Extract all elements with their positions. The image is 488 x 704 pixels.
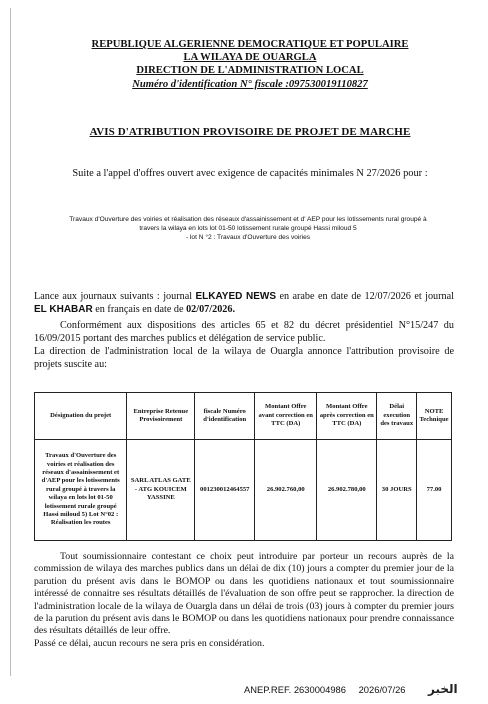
launch-text-a: Lance aux journaux suivants : journal <box>34 291 196 302</box>
header-delay: Délai execution des travaux <box>377 393 417 440</box>
appeal-text: Tout soumissionnaire contestant ce choix peut introduire par porteur un recours auprès de la commission de wilaya des marches publics dans un délai de dix (10) jours a compter du premier jour de la parution du présent avis dans le BOMOP ou dans les quotidiens nationaux et tout soumissionnaire intéressé de connaitre ses résultats détaillés de l'évaluation de son offre peut se rapprocher. la direction de l'administration locale de la wilaya de Ouargla dans un délai de trois (03) jours à compter du premier jours de la parution du présent avis dans le BOMOP ou dans les quotidiens nationaux pour prendre connaissance des résultats détaillés de leur offre. <box>34 551 454 637</box>
cell-designation: Travaux d'Ouverture des voiries et réalisation des réseaux d'assainissement et d'AEP pour les lotissements rural groupé à travers la wilaya en lots lot 01-50 lotissement rurale groupé Hassi miloud 5) Lot N°02 : Réalisation les routes <box>35 440 127 541</box>
cell-amount-before: 26.902.760,00 <box>255 440 317 541</box>
header-note: NOTE Technique <box>417 393 452 440</box>
works-line-2: travers la wilaya en lots lot 01-50 lotissement rurale groupé Hassi miloud 5 <box>139 225 357 232</box>
launch-date-2: 02/07/2026. <box>186 303 236 315</box>
works-line-3: - lot N °2 : Travaux d'Ouverture des voiries <box>185 234 311 241</box>
conformity-paragraph: Conformément aux dispositions des articles 65 et 82 du décret présidentiel N°15/247 du 16/09/2015 portant des marches publics et délégation de service public. <box>34 320 454 344</box>
launch-text-c: en français en date de <box>92 303 187 315</box>
header-fiscal-number: Numéro d'identification N° fiscale :097530019110827 <box>132 78 368 90</box>
launch-paragraph <box>34 291 454 316</box>
announcement-paragraph: La direction de l'administration local de la wilaya de Ouargla annonce l'attribution provisoire de projets suscite au: <box>34 346 454 370</box>
header-entreprise: Entreprise Retenue Provisoirement <box>127 393 195 440</box>
journal-french: EL KHABAR <box>34 303 93 315</box>
header-amount-before: Montant Offre avant correction en TTC (DA) <box>255 393 317 440</box>
award-table <box>34 392 452 541</box>
header-direction: DIRECTION DE L'ADMINISTRATION LOCAL <box>136 65 364 77</box>
table-header-row <box>35 393 452 440</box>
closing-text: Passé ce délai, aucun recours ne sera pris en considération. <box>34 637 265 649</box>
works-line-1: Travaux d'Ouverture des voiries et réalisation des réseaux d'assainissement et d' AEP pour les lotissements rural groupé à <box>69 216 427 223</box>
cell-amount-after: 26.902.780,00 <box>317 440 377 541</box>
cell-fiscal: 001230012464557 <box>195 440 255 541</box>
table-row <box>35 440 452 541</box>
anep-reference: ANEP.REF. 2630004986 <box>244 684 346 695</box>
cell-entreprise: SARL ATLAS GATE - ATG KOUICEM YASSINE <box>127 440 195 541</box>
publication-date: 2026/07/26 <box>358 684 406 695</box>
header-designation: Désignation du projet <box>35 393 127 440</box>
intro-text: Suite a l'appel d'offres ouvert avec exigence de capacités minimales N 27/2026 pour : <box>72 168 428 179</box>
appeal-paragraph <box>34 551 454 650</box>
launch-text-b: en arabe en date de 12/07/2026 et journal <box>276 291 454 302</box>
footer-reference <box>244 684 416 695</box>
notice-title: AVIS D'ATRIBUTION PROVISOIRE DE PROJET DE MARCHE <box>89 126 411 138</box>
header-fiscal: fiscale Numéro d'identification <box>195 393 255 440</box>
newspaper-logo: الخبر <box>428 682 458 696</box>
notice-header <box>60 38 440 91</box>
header-wilaya: LA WILAYA DE OUARGLA <box>183 52 317 64</box>
cell-delay: 30 JOURS <box>377 440 417 541</box>
works-description <box>28 215 468 242</box>
header-amount-after: Montant Offre après correction en TTC (DA) <box>317 393 377 440</box>
cell-note: 77.00 <box>417 440 452 541</box>
header-republic: REPUBLIQUE ALGERIENNE DEMOCRATIQUE ET POPULAIRE <box>91 39 409 50</box>
journal-arabic: ELKAYED NEWS <box>195 291 277 302</box>
